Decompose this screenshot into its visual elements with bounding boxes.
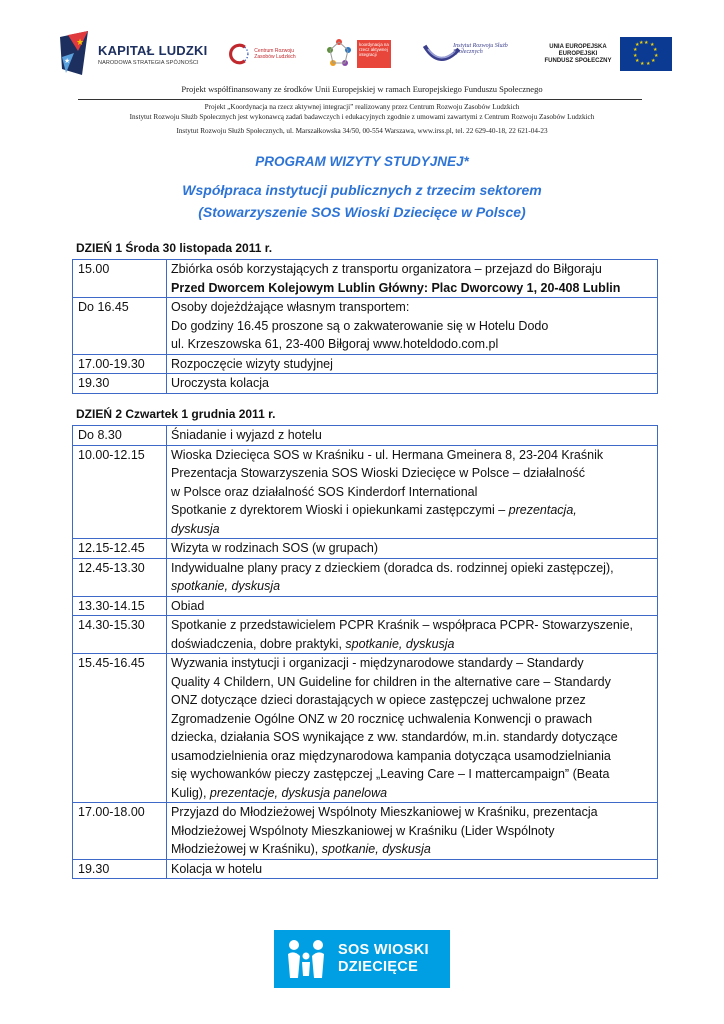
row-time: 17.00-18.00 (73, 803, 167, 860)
cofinance-note: Projekt współfinansowany ze środków Unii Europejskiej w ramach Europejskiego Funduszu Społecznego (181, 84, 543, 94)
svg-text:★: ★ (653, 47, 658, 53)
row-description: Obiad (167, 596, 658, 616)
kapital-ludzki-emblem-icon (58, 29, 92, 79)
svg-text:★: ★ (633, 53, 638, 59)
row-time: Do 16.45 (73, 298, 167, 355)
crzl-emblem-icon (226, 33, 252, 75)
irss-text: Instytut Rozwoju Służb Społecznych (453, 42, 508, 55)
header-divider (78, 99, 642, 100)
row-description: Kolacja w hotelu (167, 859, 658, 879)
eu-logo (542, 26, 672, 82)
svg-text:★: ★ (651, 58, 656, 64)
sos-children-icon (284, 936, 330, 982)
table-row (73, 298, 658, 355)
table-row (73, 654, 658, 803)
kapital-ludzki-subtitle: NARODOWA STRATEGIA SPÓJNOŚCI (98, 59, 199, 66)
row-time: 14.30-15.30 (73, 616, 167, 654)
svg-text:★: ★ (635, 42, 640, 48)
row-time: 19.30 (73, 374, 167, 394)
program-title: PROGRAM WIZYTY STUDYJNEJ* (255, 154, 469, 169)
table-row (73, 859, 658, 879)
row-description: Uroczysta kolacja (167, 374, 658, 394)
table-row (73, 445, 658, 539)
row-time: Do 8.30 (73, 426, 167, 446)
day2-schedule-table (72, 425, 658, 879)
project-line-2: Instytut Rozwoju Służb Społecznych jest wykonawcą zadań badawczych i edukacyjnych zgodnie z umowami zawartymi z Centrum Rozwoju Zasobów Ludzkich (129, 113, 595, 121)
day1-heading: DZIEŃ 1 Środa 30 listopada 2011 r. (76, 241, 273, 255)
table-row (73, 539, 658, 559)
row-description: Przyjazd do Młodzieżowej Wspólnoty Mieszkaniowej w Kraśniku, prezentacja Młodzieżowej Wspólnoty Mieszkaniowej w Kraśniku (Lider Wspólnoty Młodzieżowej w Kraśniku), spotkanie, dyskusja (167, 803, 658, 860)
svg-text:★: ★ (654, 53, 659, 59)
row-time: 15.45-16.45 (73, 654, 167, 803)
row-description: Wyzwania instytucji i organizacji - międzynarodowe standardy – Standardy Quality 4 Childern, UN Guideline for children in the alternative care – Standardy ONZ dotyczące dzieci dorastających w opiece zastępczej uchwalone przez Zgromadzenie Ogólne ONZ w 20 rocznicę uchwalenia Konwencji o prawach dziecka, działania SOS wynikające z ww. standardów, m.in. standardy dotyczące usamodzielnienia oraz międzynarodowa kampania dotycząca usamodzielniania się wychowanków pieczy zastępczej „Leaving Care – I mattercampaign” (Beata Kulig), prezentacje, dyskusja panelowa (167, 654, 658, 803)
row-description: Zbiórka osób korzystających z transportu organizatora – przejazd do Biłgoraju Przed Dworcem Kolejowym Lublin Główny: Plac Dworcowy 1, 20-408 Lublin (167, 260, 658, 298)
irss-logo (423, 26, 523, 82)
svg-text:★: ★ (650, 42, 655, 48)
eu-flag-icon (620, 37, 672, 71)
koordynacja-text: koordynacja na rzecz aktywnej integracji (357, 40, 391, 68)
crzl-logo (226, 26, 306, 82)
row-time: 10.00-12.15 (73, 445, 167, 539)
row-time: 15.00 (73, 260, 167, 298)
table-row (73, 616, 658, 654)
project-line-3: Instytut Rozwoju Służb Społecznych, ul. Marszałkowska 34/50, 00-554 Warszawa, www.irss.pl, tel. 22 629-40-18, 22 621-04-23 (176, 127, 548, 135)
row-time: 17.00-19.30 (73, 354, 167, 374)
row-description: Wioska Dziecięca SOS w Kraśniku - ul. Hermana Gmeinera 8, 23-204 Kraśnik Prezentacja Stowarzyszenia SOS Wioski Dziecięce w Polsce – działalność w Polsce oraz działalność SOS Kinderdorf International Spotkanie z dyrektorem Wioski i opiekunkami zastępczymi – prezentacja, dyskusja (167, 445, 658, 539)
table-row (73, 596, 658, 616)
table-row (73, 260, 658, 298)
table-row (73, 374, 658, 394)
table-row (73, 354, 658, 374)
row-description: Spotkanie z przedstawicielem PCPR Kraśnik – współpraca PCPR- Stowarzyszenie, doświadczenia, dobre praktyki, spotkanie, dyskusja (167, 616, 658, 654)
svg-text:★: ★ (644, 40, 649, 46)
program-subtitle-2: (Stowarzyszenie SOS Wioski Dziecięce w Polsce) (198, 204, 526, 220)
row-time: 19.30 (73, 859, 167, 879)
kapital-ludzki-logo (58, 26, 228, 82)
svg-text:★: ★ (76, 38, 85, 48)
row-time: 13.30-14.15 (73, 596, 167, 616)
row-description: Indywidualne plany pracy z dzieckiem (doradca ds. rodzinnej opieki zastępczej), spotkanie, dyskusja (167, 558, 658, 596)
row-description: Wizyta w rodzinach SOS (w grupach) (167, 539, 658, 559)
svg-text:★: ★ (640, 61, 645, 67)
svg-text:★: ★ (646, 61, 651, 67)
svg-text:★: ★ (635, 58, 640, 64)
day2-heading: DZIEŃ 2 Czwartek 1 grudnia 2011 r. (76, 407, 276, 421)
eu-text: UNIA EUROPEJSKA EUROPEJSKI FUNDUSZ SPOŁECZNY (544, 43, 612, 64)
row-description: Rozpoczęcie wizyty studyjnej (167, 354, 658, 374)
sos-wioski-text: SOS WIOSKI DZIECIĘCE (338, 942, 429, 975)
koordynacja-logo (324, 26, 396, 82)
people-network-icon (324, 36, 354, 72)
table-row (73, 558, 658, 596)
svg-text:★: ★ (64, 57, 71, 65)
day1-schedule-table (72, 259, 658, 394)
sos-wioski-logo (274, 930, 450, 988)
svg-text:★: ★ (633, 47, 638, 53)
crzl-text: Centrum Rozwoju Zasobów Ludzkich (254, 48, 296, 60)
row-description: Śniadanie i wyjazd z hotelu (167, 426, 658, 446)
svg-text:★: ★ (639, 40, 644, 46)
row-time: 12.45-13.30 (73, 558, 167, 596)
program-subtitle-1: Współpraca instytucji publicznych z trzecim sektorem (182, 182, 542, 198)
kapital-ludzki-title: KAPITAŁ LUDZKI (98, 42, 208, 58)
table-row (73, 803, 658, 860)
project-line-1: Projekt „Koordynacja na rzecz aktywnej integracji” realizowany przez Centrum Rozwoju Zasobów Ludzkich (204, 103, 520, 111)
row-time: 12.15-12.45 (73, 539, 167, 559)
header-logos (58, 26, 672, 82)
row-description: Osoby dojeżdżające własnym transportem: Do godziny 16.45 proszone są o zakwaterowanie się w Hotelu Dodo ul. Krzeszowska 61, 23-400 Biłgoraj www.hoteldodo.com.pl (167, 298, 658, 355)
table-row (73, 426, 658, 446)
